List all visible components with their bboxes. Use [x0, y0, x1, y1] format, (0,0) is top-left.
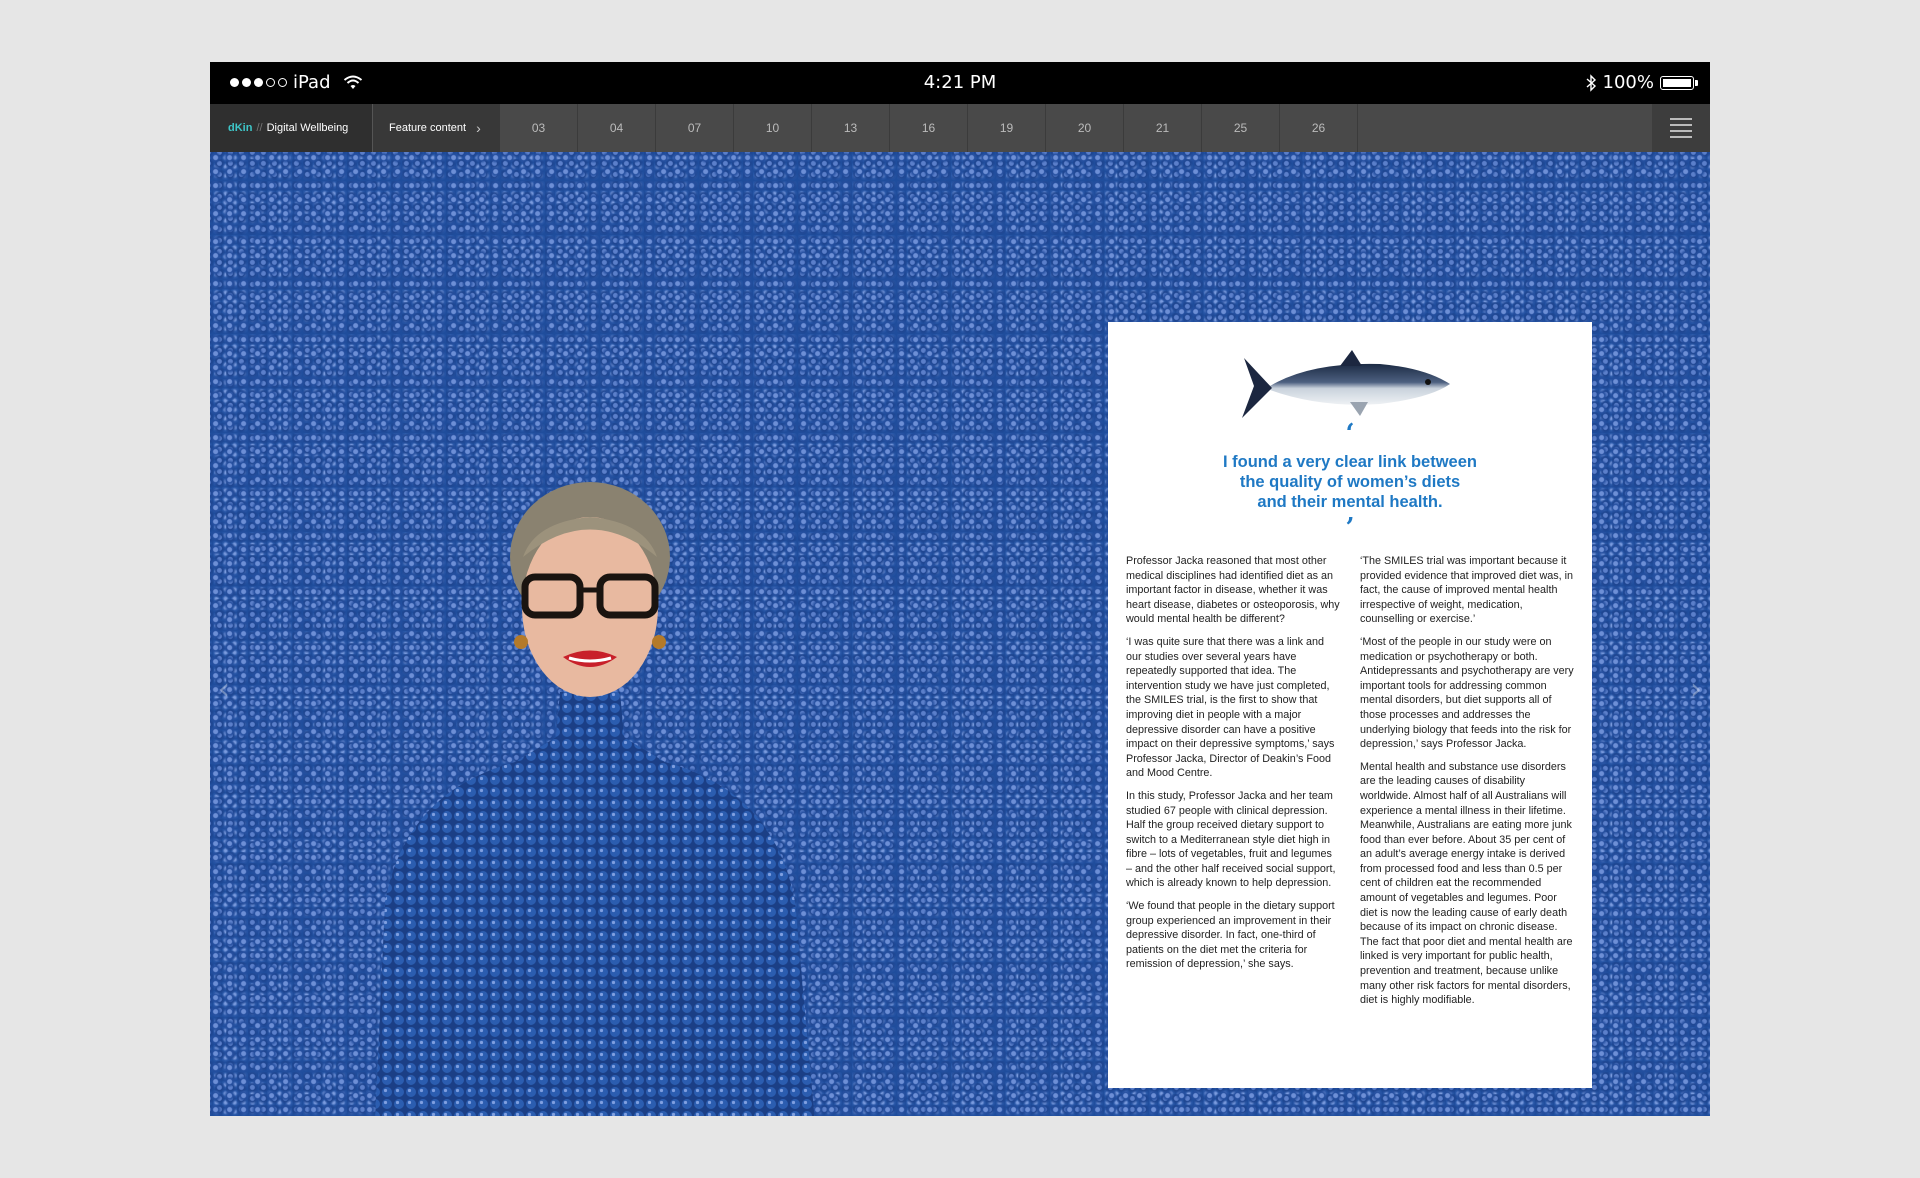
quote-open-mark: ‘: [1345, 419, 1355, 449]
bluetooth-icon: [1585, 74, 1597, 92]
ipad-screen: [210, 62, 1710, 1116]
page-link-20[interactable]: 20: [1046, 104, 1124, 152]
chevron-right-icon: ›: [476, 120, 481, 136]
brand-name: dKin: [228, 122, 253, 134]
page-link-13[interactable]: 13: [812, 104, 890, 152]
page-link-26[interactable]: 26: [1280, 104, 1358, 152]
page-link-10[interactable]: 10: [734, 104, 812, 152]
tuna-fish-illustration: [1240, 346, 1460, 424]
carrier-label: iPad: [293, 72, 331, 93]
page-link-21[interactable]: 21: [1124, 104, 1202, 152]
page-link-16[interactable]: 16: [890, 104, 968, 152]
next-page-arrow-icon[interactable]: ›: [1690, 672, 1702, 707]
article-body: [1126, 554, 1574, 1016]
article-column-left: [1126, 554, 1340, 1016]
breadcrumb-separator: //: [256, 122, 263, 134]
hamburger-menu-icon[interactable]: [1652, 104, 1710, 152]
paragraph: Mental health and substance use disorders are the leading causes of disability worldwide. Almost half of all Australians will experience a mental illness in their lifetime. Meanwhile, Australians are eating more junk food than ever before. About 35 per cent of an adult’s average energy intake is derived from processed food and less than 0.5 per cent of children eat the recommended amount of vegetables and legumes. Poor diet is now the leading cause of early death because of its impact on chronic disease. The fact that poor diet and mental health are linked is very important for public health, prevention and treatment, because unlike many other risk factors for mental disorders, diet is highly modifiable.: [1360, 760, 1573, 1007]
battery-icon: [1660, 76, 1694, 90]
pull-quote-line: the quality of women’s diets: [1239, 473, 1461, 491]
portrait-woman-in-blueberries: [345, 462, 865, 1116]
page-link-19[interactable]: 19: [968, 104, 1046, 152]
paragraph: ‘I was quite sure that there was a link and our studies over several years have repeatedly supported that idea. The intervention study we have just completed, the SMILES trial, is the first to show that improving diet in people with a major depressive disorder can have a positive impact on their depressive symptoms,’ says Professor Jacka, Director of Deakin’s Food and Mood Centre.: [1126, 635, 1335, 780]
article-card: [1108, 322, 1592, 1088]
feature-content-button[interactable]: [372, 104, 500, 152]
clock: 4:21 PM: [923, 72, 997, 93]
page-link-07[interactable]: 07: [656, 104, 734, 152]
feature-content-label: Feature content: [389, 122, 467, 134]
page-navigation: [500, 104, 1358, 152]
navigation-bar: [210, 104, 1710, 152]
paragraph: Professor Jacka reasoned that most other medical disciplines had identified diet as an important factor in disease, whether it was heart disease, diabetes or osteoporosis, why would mental health be different?: [1126, 555, 1340, 626]
paragraph: ‘Most of the people in our study were on medication or psychotherapy or both. Antidepressants and psychotherapy are very important tools for addressing common mental disorders, but diet supports all of those processes and addresses the underlying biology that feeds into the risk for depression,’ says Professor Jacka.: [1360, 635, 1574, 751]
pull-quote: [1126, 452, 1574, 512]
battery-percentage: 100%: [1602, 72, 1654, 93]
pull-quote-line: I found a very clear link between: [1222, 453, 1477, 471]
page-link-25[interactable]: 25: [1202, 104, 1280, 152]
article-column-right: [1360, 554, 1574, 1016]
section-name: Digital Wellbeing: [266, 122, 349, 134]
quote-close-mark: ’: [1345, 513, 1355, 543]
paragraph: ‘The SMILES trial was important because it provided evidence that improved diet was, in fact, the cause of improved mental health irrespective of weight, medication, counselling or exercise.’: [1360, 555, 1574, 626]
previous-page-arrow-icon[interactable]: ‹: [218, 672, 230, 707]
page-link-03[interactable]: 03: [500, 104, 578, 152]
blueberry-background-photo: [210, 152, 1710, 1116]
status-right: [1585, 72, 1694, 93]
page-link-04[interactable]: 04: [578, 104, 656, 152]
paragraph: ‘We found that people in the dietary support group experienced an improvement in their depressive disorder. In fact, one-third of patients on the diet met the criteria for remission of depression,’ she says.: [1126, 900, 1335, 971]
brand-breadcrumb[interactable]: [210, 104, 372, 152]
status-bar: [210, 62, 1710, 104]
pull-quote-line: and their mental health.: [1257, 493, 1443, 511]
paragraph: In this study, Professor Jacka and her team studied 67 people with clinical depression. Half the group received dietary support to switch to a Mediterranean style diet high in fibre – lots of vegetables, fruit and legumes – and the other half received social support, which is already known to help depression.: [1126, 789, 1336, 890]
